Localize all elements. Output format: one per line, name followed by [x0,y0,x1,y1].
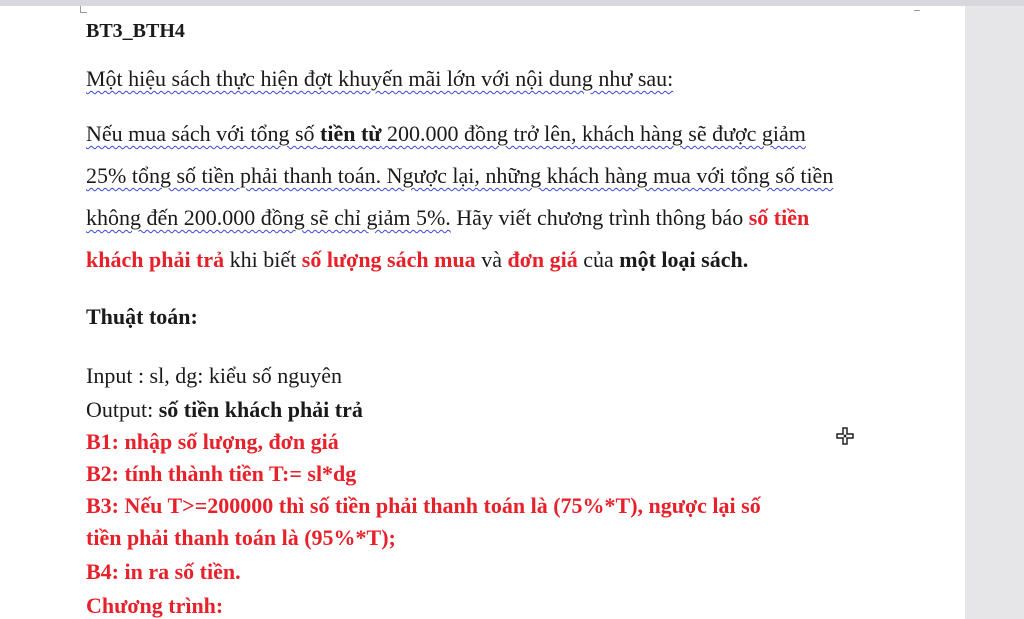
text-run: 200.000 đồng trở lên, khách hàng sẽ được giảm [381,121,806,146]
algorithm-heading: Thuật toán: [86,304,198,329]
text-run: của [577,247,620,272]
paragraph-line-1 [86,121,806,147]
highlight-run: số lượng sách mua [301,247,476,272]
paragraph-line-3 [86,205,809,231]
document-title: BT3_BTH4 [86,20,185,42]
text-run: khi biết [224,247,302,272]
text-run: Nếu mua sách với tổng số [86,121,321,146]
program-heading: Chương trình: [86,593,224,618]
document-page[interactable] [0,6,965,619]
output-value: số tiền khách phải trả [158,397,363,422]
output-line [86,397,363,423]
margin-right-mark [914,6,920,11]
input-line: Input : sl, dg: kiểu số nguyên [86,363,343,388]
bold-run: một loại sách. [619,247,749,272]
step-b3-line-1: B3: Nếu T>=200000 thì số tiền phải thanh toán là (75%*T), ngược lại số [86,493,761,518]
text-run: không đến 200.000 đồng sẽ chỉ giảm 5%. [86,205,451,230]
move-cursor-icon [835,426,855,446]
bold-run: tiền từ [320,121,382,146]
text-run: Hãy viết chương trình thông báo [450,205,749,230]
text-run: và [475,247,508,272]
step-b3-line-2: tiền phải thanh toán là (95%*T); [86,525,396,550]
step-b2: B2: tính thành tiền T:= sl*dg [86,461,357,486]
paragraph-line-2: 25% tổng số tiền phải thanh toán. Ngược lại, những khách hàng mua với tổng số tiền [86,163,834,188]
paragraph-line-4 [86,247,748,273]
margin-corner-mark [80,6,87,13]
highlight-run: số tiền [748,205,810,230]
highlight-run: đơn giá [507,247,578,272]
step-b4: B4: in ra số tiền. [86,559,241,584]
intro-text: Một hiệu sách thực hiện đợt khuyến mãi lớn với nội dung như sau: [86,66,674,91]
step-b1: B1: nhập số lượng, đơn giá [86,429,339,454]
highlight-run: khách phải trả [86,247,225,272]
output-label: Output: [86,397,159,422]
